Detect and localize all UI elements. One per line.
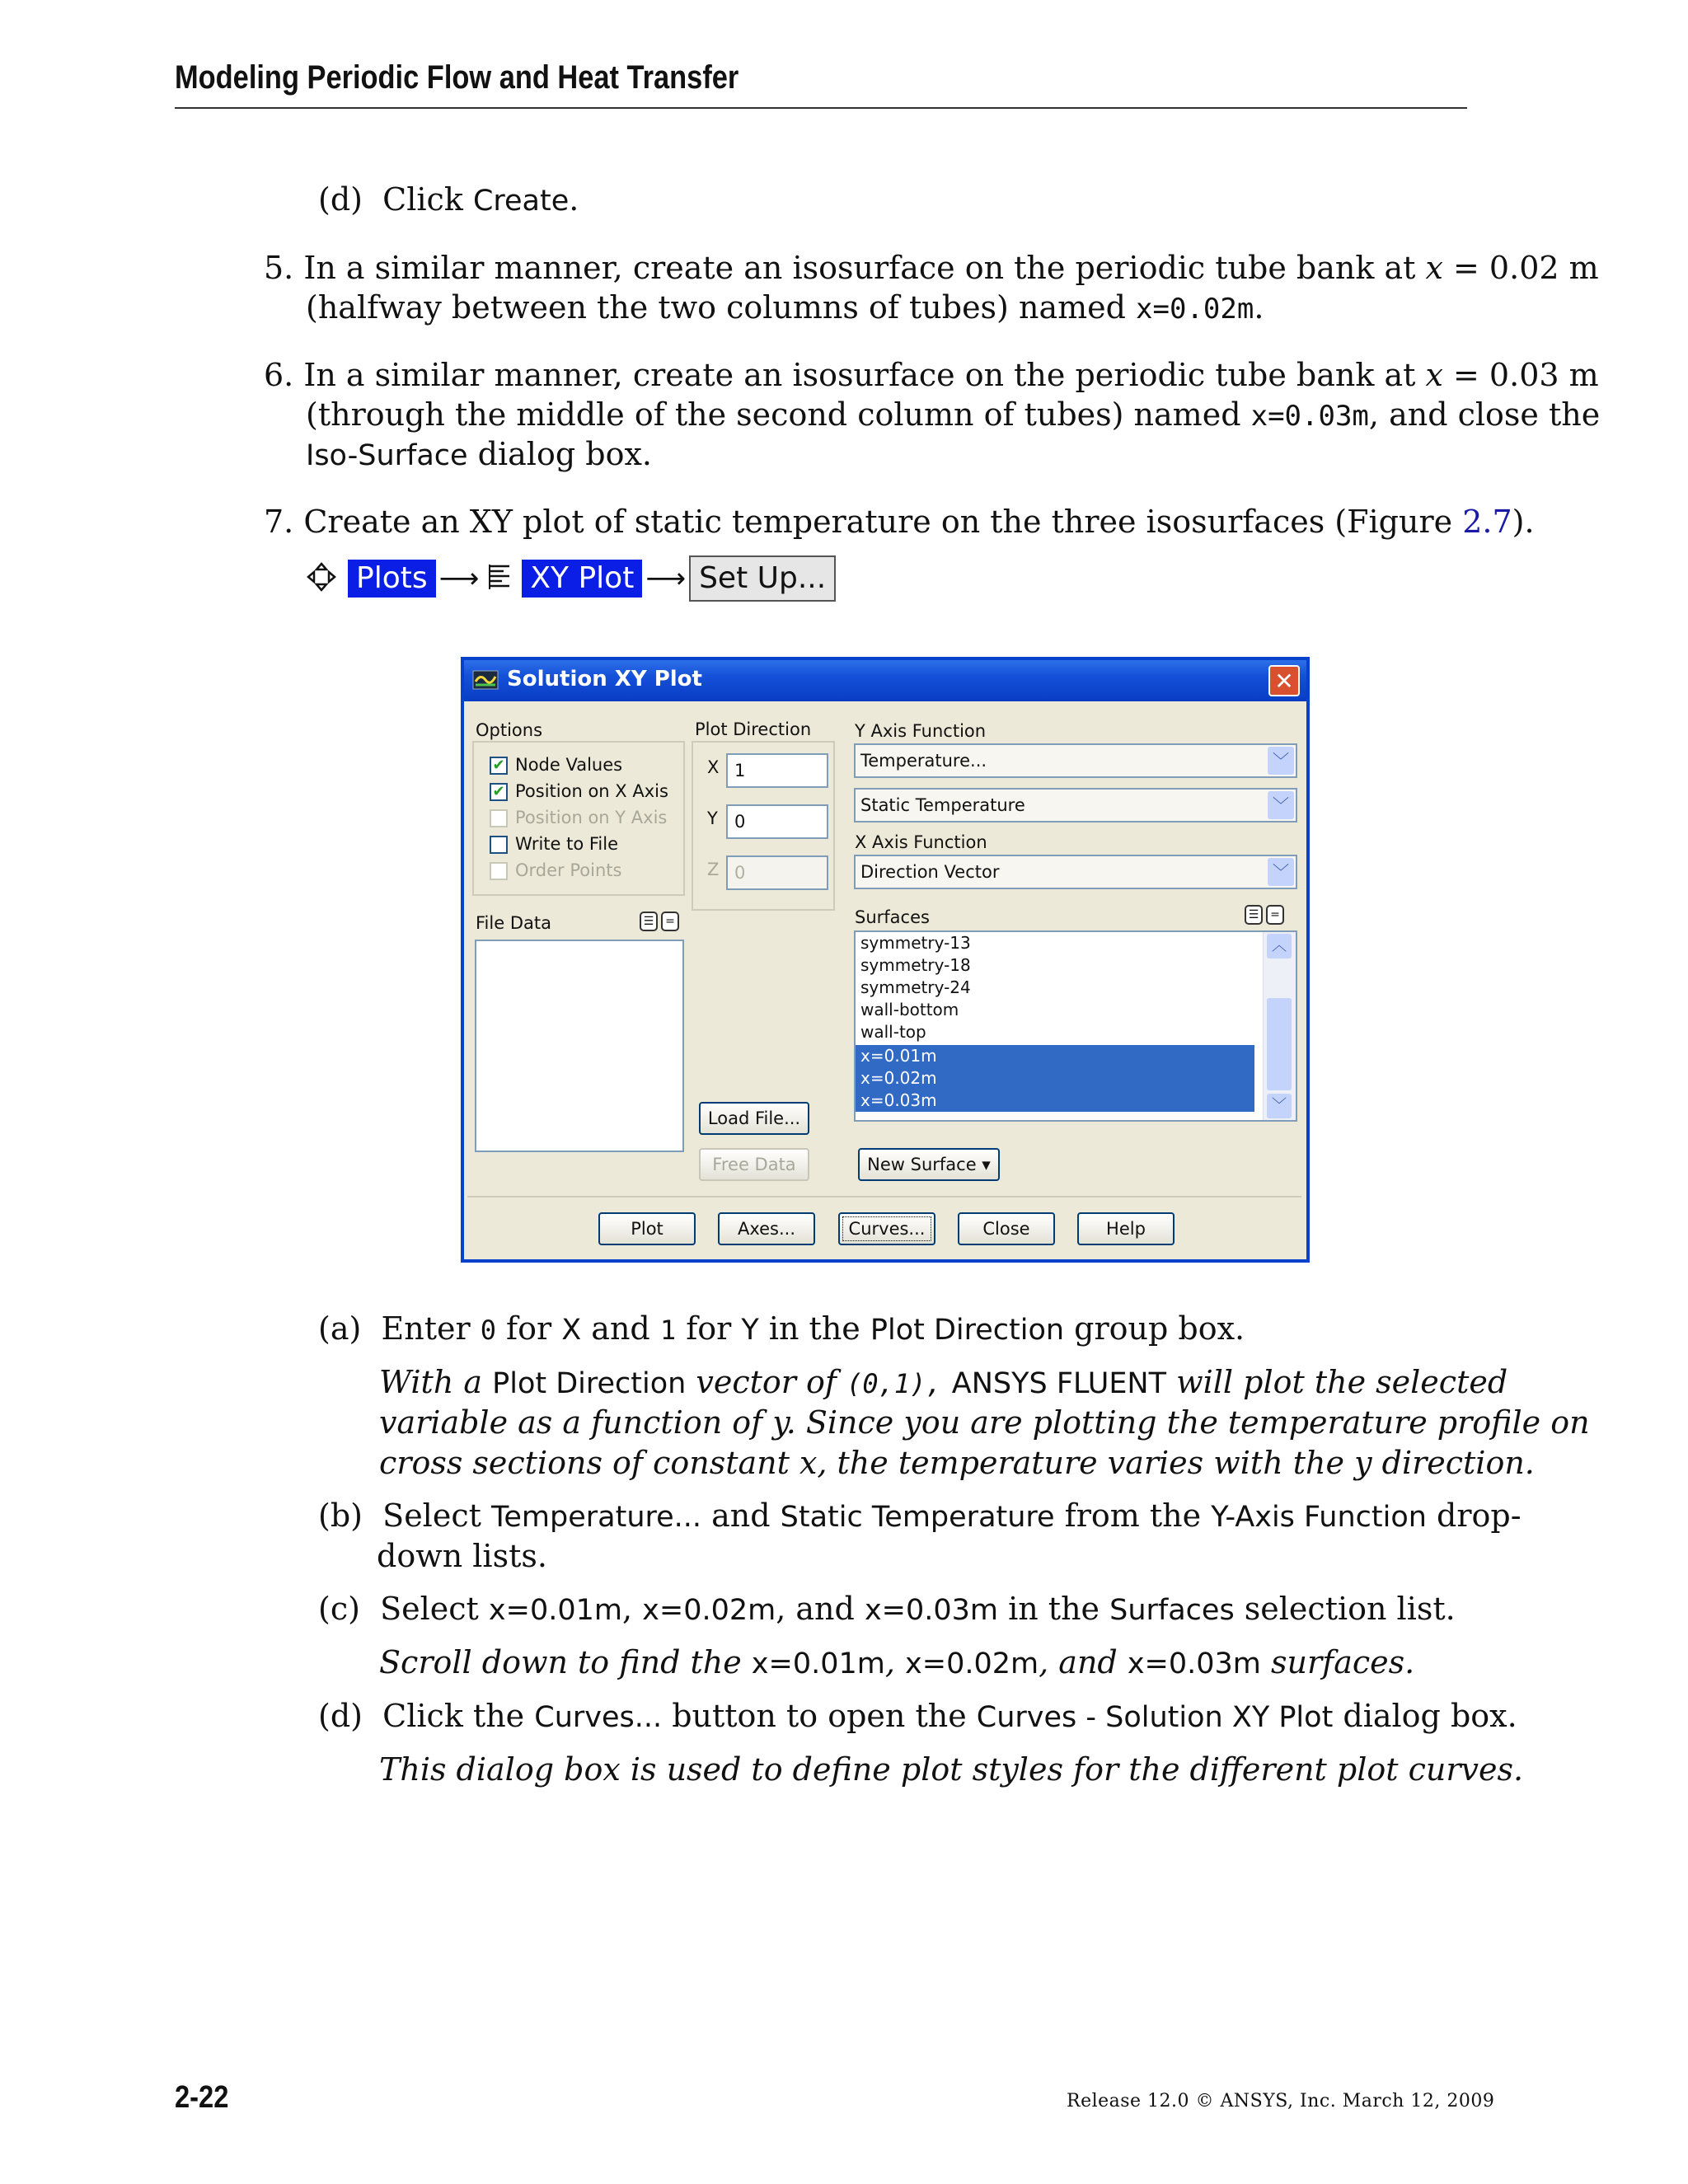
dialog-titlebar[interactable] xyxy=(464,660,1306,701)
xy-plot-icon xyxy=(487,563,512,594)
ui-term: X xyxy=(561,1314,582,1347)
ui-term: Temperature... xyxy=(490,1501,702,1534)
ui-term: Curves - Solution XY Plot xyxy=(976,1701,1334,1734)
ui-term: x=0.01m xyxy=(488,1594,622,1627)
code-term: x=0.03m xyxy=(1250,400,1369,433)
substep-a-note-line3: cross sections of constant x, the temperature varies with the y direction. xyxy=(379,1445,1535,1481)
scroll-up-icon[interactable]: ︿ xyxy=(1267,934,1292,958)
direction-x-input[interactable]: 1 xyxy=(726,753,828,788)
note-text: , and xyxy=(1039,1644,1128,1680)
select-value: Direction Vector xyxy=(860,862,1000,882)
note-text: will plot the selected xyxy=(1166,1364,1508,1400)
step-text: In a similar manner, create an isosurface on the periodic tube bank at xyxy=(303,250,1426,286)
arrow-icon: ⟶ xyxy=(438,562,480,595)
deselect-all-icon[interactable]: = xyxy=(1266,905,1284,925)
surfaces-label: Surfaces xyxy=(855,907,930,927)
substep-c xyxy=(318,1589,1456,1630)
position-x-axis-checkbox[interactable]: ✔ xyxy=(490,783,508,801)
list-item-selected[interactable]: x=0.03m xyxy=(856,1090,1254,1112)
step-text: Select xyxy=(380,1591,489,1627)
step-text: = 0.02 m xyxy=(1442,250,1599,286)
step-text: Enter xyxy=(381,1310,481,1347)
ui-term: x=0.02m xyxy=(905,1647,1039,1680)
note-text: With a xyxy=(379,1364,493,1400)
scroll-down-icon[interactable]: ﹀ xyxy=(1267,1094,1292,1118)
substep-d-note: This dialog box is used to define plot styles for the different plot curves. xyxy=(379,1751,1524,1788)
header-rule xyxy=(175,107,1467,109)
option-label: Node Values xyxy=(515,755,623,775)
substep-a-note-line1 xyxy=(379,1362,1507,1404)
order-points-checkbox[interactable] xyxy=(490,862,508,880)
close-button[interactable]: Close xyxy=(958,1212,1055,1245)
ui-term: Surfaces xyxy=(1109,1594,1235,1627)
math-var: x xyxy=(1425,357,1443,393)
y-function-category-select[interactable] xyxy=(854,743,1297,778)
chevron-down-icon: ﹀ xyxy=(1268,858,1294,886)
step-text: for xyxy=(495,1310,562,1347)
ui-term: Y-Axis Function xyxy=(1211,1501,1427,1534)
step-text: = 0.03 m xyxy=(1442,357,1599,393)
free-data-button[interactable]: Free Data xyxy=(699,1148,809,1181)
arrow-icon: ⟶ xyxy=(645,562,687,595)
help-button[interactable]: Help xyxy=(1077,1212,1175,1245)
list-item[interactable]: wall-top xyxy=(860,1022,926,1042)
ui-term: Y xyxy=(741,1314,759,1347)
direction-y-input[interactable]: 0 xyxy=(726,804,828,839)
code-term: (0,1), xyxy=(846,1368,942,1399)
ui-term: x=0.01m xyxy=(751,1647,885,1680)
dir-z-label: Z xyxy=(707,860,720,879)
axes-button[interactable]: Axes... xyxy=(718,1212,815,1245)
note-text: Scroll down to find the xyxy=(379,1644,752,1680)
step-text: , and xyxy=(776,1591,865,1627)
option-label: Position on X Axis xyxy=(515,781,668,801)
x-axis-function-label: X Axis Function xyxy=(855,832,987,852)
note-text: surfaces. xyxy=(1260,1644,1415,1680)
step-text: dialog box. xyxy=(1333,1698,1517,1734)
select-all-icon[interactable]: ☰ xyxy=(640,912,658,931)
step-text: button to open the xyxy=(662,1698,977,1734)
step-number: 6. xyxy=(264,357,294,393)
ui-term: Plot Direction xyxy=(870,1314,1065,1347)
file-data-label: File Data xyxy=(476,913,551,933)
y-axis-function-label: Y Axis Function xyxy=(855,721,987,741)
ui-term: Curves... xyxy=(534,1701,663,1734)
running-header: Modeling Periodic Flow and Heat Transfer xyxy=(175,59,739,96)
y-function-select[interactable] xyxy=(854,788,1297,823)
step-text: drop- xyxy=(1426,1497,1522,1534)
step-text: (through the middle of the second column of tubes) named xyxy=(306,396,1251,433)
ui-term: x=0.02m xyxy=(642,1594,776,1627)
step-text: Select xyxy=(382,1497,491,1534)
menu-xy-plot[interactable]: XY Plot xyxy=(522,560,642,598)
substep-c-note xyxy=(379,1643,1414,1684)
plot-button[interactable]: Plot xyxy=(598,1212,696,1245)
substep-b xyxy=(318,1496,1522,1537)
step-text: and xyxy=(581,1310,660,1347)
option-label: Order Points xyxy=(515,860,622,880)
chevron-down-icon: ﹀ xyxy=(1268,747,1294,775)
note-text: vector of xyxy=(686,1364,847,1400)
ui-term: x=0.03m xyxy=(864,1594,999,1627)
ui-term: Plot Direction xyxy=(492,1367,687,1400)
code-term: 1 xyxy=(659,1315,677,1346)
step-text: dialog box. xyxy=(467,436,652,472)
fluent-app-icon xyxy=(472,670,499,690)
menu-plots[interactable]: Plots xyxy=(348,560,436,598)
step-text: selection list. xyxy=(1234,1591,1456,1627)
surfaces-list[interactable] xyxy=(854,930,1297,1122)
list-item-selected[interactable]: x=0.02m xyxy=(856,1067,1254,1090)
step-text: In a similar manner, create an isosurface on the periodic tube bank at xyxy=(303,357,1426,393)
step-text: group box. xyxy=(1064,1310,1245,1347)
list-item[interactable]: symmetry-24 xyxy=(860,977,971,997)
list-item[interactable]: symmetry-18 xyxy=(860,955,971,975)
figure-link[interactable]: 2.7 xyxy=(1462,504,1512,540)
step-text: in the xyxy=(758,1310,870,1347)
load-file-button[interactable]: Load File... xyxy=(699,1102,809,1135)
dialog-title: Solution XY Plot xyxy=(507,667,702,691)
step-6-line2 xyxy=(306,395,1600,436)
substep-a xyxy=(318,1309,1245,1350)
page-number: 2-22 xyxy=(175,2080,229,2115)
set-up-button[interactable]: Set Up... xyxy=(689,555,836,602)
step-text: , xyxy=(621,1591,643,1627)
step-text: in the xyxy=(998,1591,1110,1627)
step-6-line1 xyxy=(264,355,1599,395)
ui-term: ANSYS FLUENT xyxy=(951,1367,1166,1400)
ui-term: x=0.03m xyxy=(1127,1647,1261,1680)
deselect-all-icon[interactable]: = xyxy=(661,912,679,931)
new-surface-button[interactable]: New Surface ▾ xyxy=(858,1148,1000,1181)
position-y-axis-checkbox[interactable] xyxy=(490,809,508,827)
note-text xyxy=(942,1364,952,1400)
step-marker: (d) xyxy=(318,1698,363,1734)
step-text: and xyxy=(701,1497,781,1534)
step-text: ). xyxy=(1512,504,1535,540)
step-text: , and close the xyxy=(1368,396,1601,433)
menu-path xyxy=(307,555,836,602)
select-value: Static Temperature xyxy=(860,795,1025,815)
code-term: 0 xyxy=(480,1315,496,1346)
step-text: Click xyxy=(382,181,473,218)
step-5-line2 xyxy=(306,288,1264,329)
step-text: Click the xyxy=(382,1698,535,1734)
step-marker: (d) xyxy=(318,181,363,218)
step-text: . xyxy=(1254,289,1264,326)
close-icon[interactable]: ✕ xyxy=(1268,665,1300,696)
ui-term: Static Temperature xyxy=(780,1501,1055,1534)
note-text: , xyxy=(884,1644,906,1680)
select-value: Temperature... xyxy=(860,751,987,771)
plot-direction-label: Plot Direction xyxy=(695,719,812,739)
list-item[interactable]: symmetry-13 xyxy=(860,933,971,953)
direction-z-input[interactable]: 0 xyxy=(726,855,828,890)
scroll-thumb[interactable] xyxy=(1267,998,1292,1090)
list-item-selected[interactable]: x=0.01m xyxy=(856,1045,1254,1067)
step-text: Create an XY plot of static temperature on the three isosurfaces (Figure xyxy=(303,504,1463,540)
step-text: . xyxy=(569,181,579,218)
options-label: Options xyxy=(476,720,543,740)
ui-term: Create xyxy=(472,185,570,218)
move-arrows-icon xyxy=(307,562,336,595)
chevron-down-icon: ﹀ xyxy=(1268,791,1294,819)
dir-y-label: Y xyxy=(707,808,718,828)
step-text: for xyxy=(676,1310,742,1347)
step-text: from the xyxy=(1054,1497,1212,1534)
file-data-list[interactable] xyxy=(475,940,684,1152)
ui-term: Iso-Surface xyxy=(306,439,468,472)
step-text: (halfway between the two columns of tubes) named xyxy=(306,289,1137,326)
dir-x-label: X xyxy=(707,757,720,777)
option-label: Write to File xyxy=(515,834,619,854)
step-number: 5. xyxy=(264,250,294,286)
step-d-create xyxy=(318,180,579,221)
substep-d xyxy=(318,1696,1517,1737)
write-to-file-checkbox[interactable] xyxy=(490,836,508,854)
step-marker: (c) xyxy=(318,1591,360,1627)
x-function-select[interactable] xyxy=(854,855,1297,889)
step-6-line3 xyxy=(306,434,652,476)
step-marker: (a) xyxy=(318,1310,362,1347)
code-term: x=0.02m xyxy=(1136,293,1254,326)
surfaces-scrollbar[interactable] xyxy=(1263,932,1296,1120)
step-marker: (b) xyxy=(318,1497,363,1534)
dialog-separator xyxy=(467,1196,1301,1197)
curves-button[interactable]: Curves... xyxy=(838,1212,935,1245)
math-var: x xyxy=(1425,250,1443,286)
solution-xy-plot-dialog xyxy=(461,657,1310,1263)
step-number: 7. xyxy=(264,504,294,540)
list-item[interactable]: wall-bottom xyxy=(860,1000,959,1019)
select-all-icon[interactable]: ☰ xyxy=(1245,905,1263,925)
release-info: Release 12.0 © ANSYS, Inc. March 12, 2009 xyxy=(1067,2091,1495,2111)
step-7 xyxy=(264,502,1535,541)
substep-a-note-line2: variable as a function of y. Since you are plotting the temperature profile on xyxy=(379,1404,1590,1441)
option-label: Position on Y Axis xyxy=(515,808,668,827)
substep-b-line2: down lists. xyxy=(377,1538,547,1574)
step-5-line1 xyxy=(264,248,1599,288)
node-values-checkbox[interactable]: ✔ xyxy=(490,757,508,775)
